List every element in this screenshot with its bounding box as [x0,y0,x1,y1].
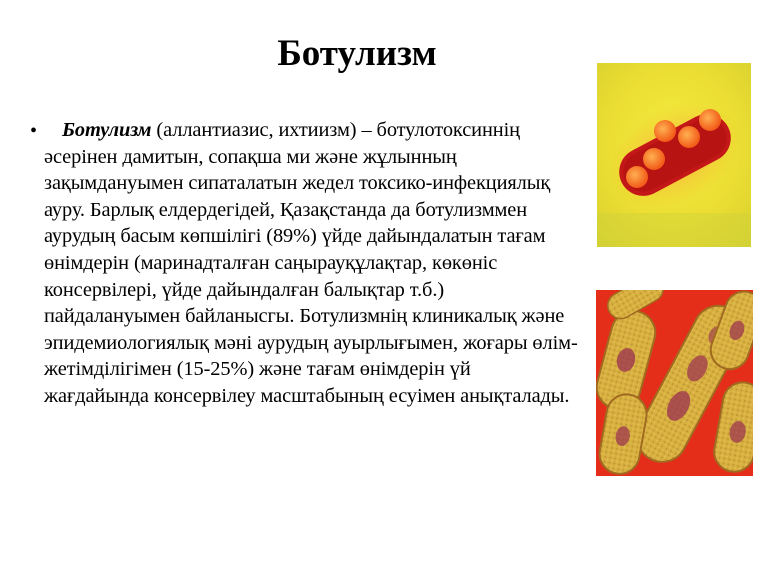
bacterium-spores-micrograph-icon [597,63,751,247]
slide-title: Ботулизм [277,33,437,74]
paragraph-text: (аллантиазис, ихтиизм) – ботулотоксиннің әсерінен дамитын, сопақша ми және жұлынның зақымдануымен сипаталатын жедел токсико-инфекциялық ауру. Барлық елдердегідей, Қазақстанда да ботулизммен аурудың басым көпшілігі (89%) үйде дайындалатын тағам өнімдерін (маринадталған саңырауқұлақтар, көкөніс консервілері, үйде дайындалған балықтар т.б.) пайдалануымен байланысгы. Ботулизмнің клиникалық және эпидемиологиялық мәні аурудың ауырлығымен, жоғары өлім-жетімділігімен (15-25%) және тағам өнімдерін үй жағдайында консервілеу масштабының есуімен анықталады. [44,119,578,407]
term-botulism: Ботулизм [62,119,152,141]
body-paragraph [44,117,580,410]
bullet-marker: • [30,120,38,142]
bacteria-rods-micrograph-icon [596,290,753,476]
